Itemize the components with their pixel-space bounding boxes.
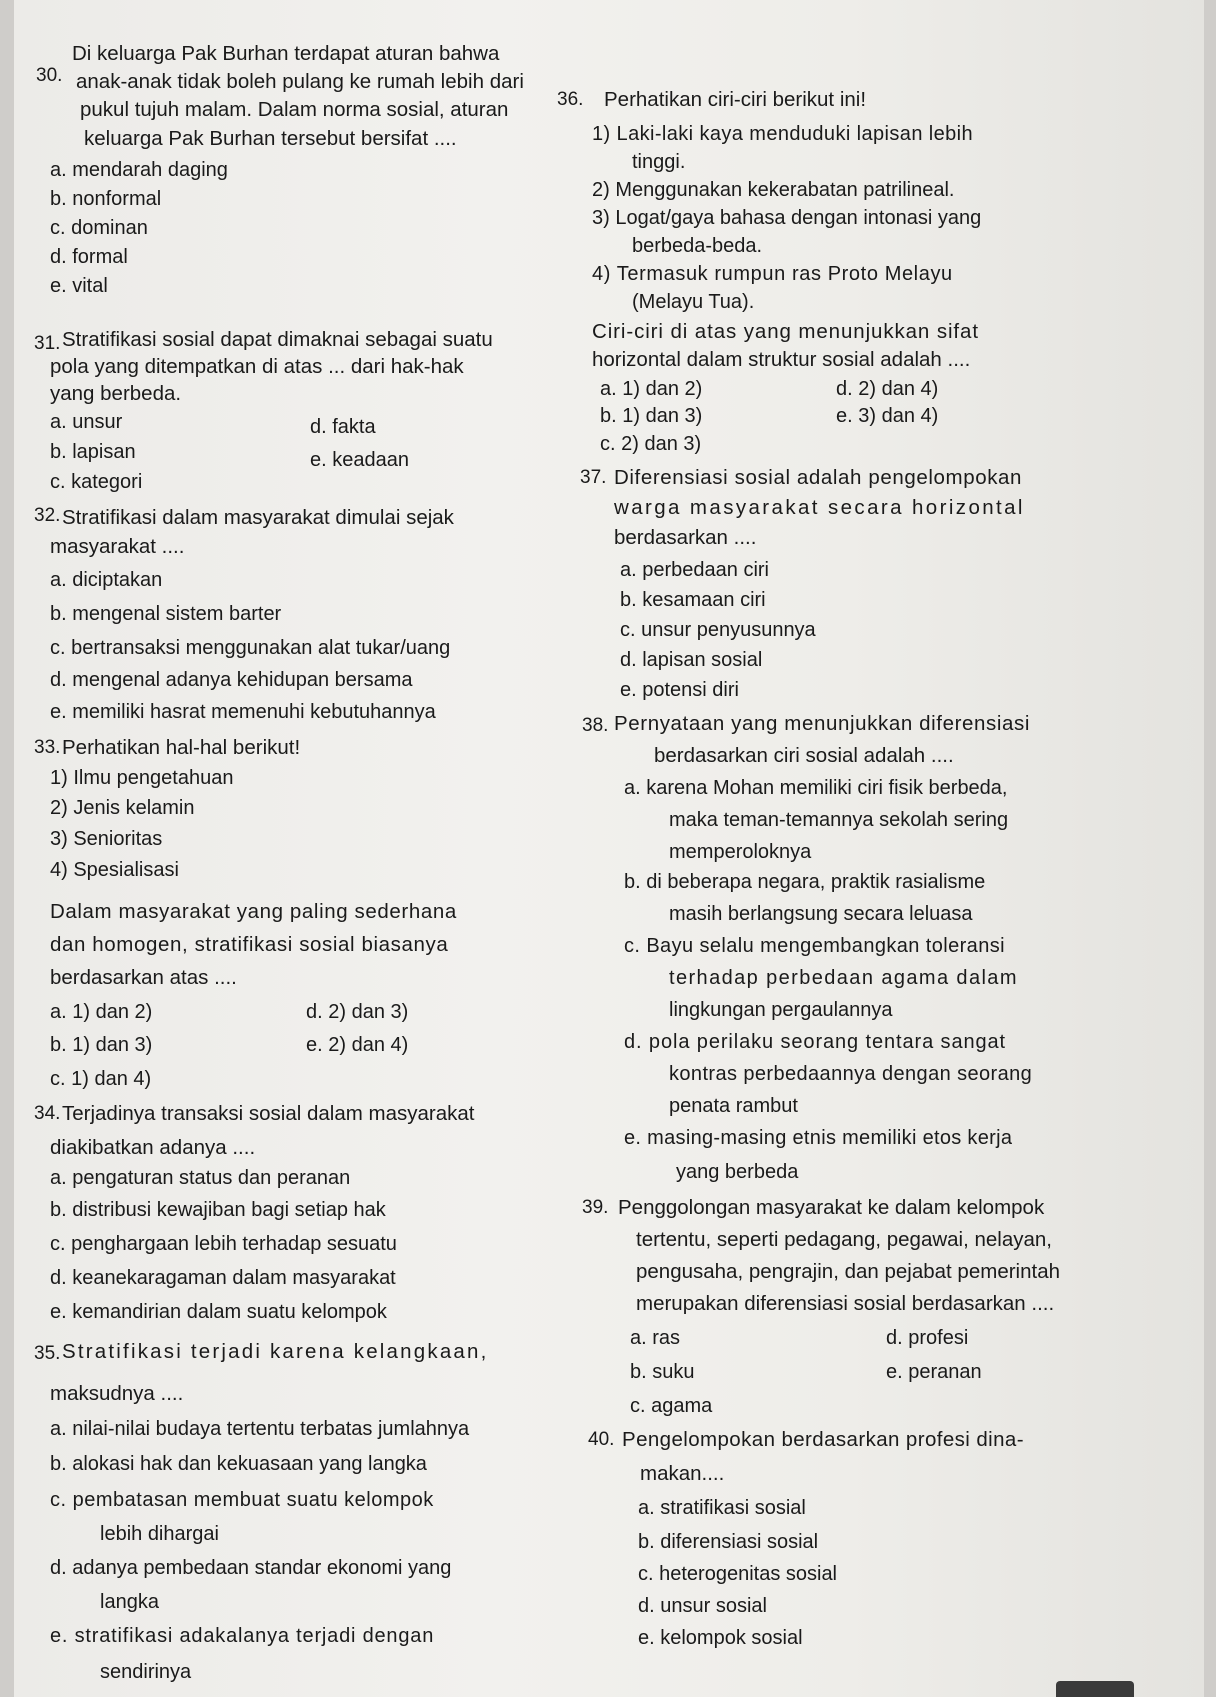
- textbook-page: [14, 0, 1204, 1697]
- q36-item-1-cont: tinggi.: [632, 151, 686, 173]
- q31-option-b[interactable]: b. lapisan: [50, 441, 136, 463]
- q32-option-b[interactable]: b. mengenal sistem barter: [50, 603, 282, 625]
- q36-intro: Perhatikan ciri-ciri berikut ini!: [604, 88, 867, 111]
- page-footer-tab: [1056, 1681, 1134, 1697]
- q38-option-d-cont-2: penata rambut: [669, 1095, 798, 1117]
- q36-number: 36.: [557, 89, 584, 110]
- q40-option-d[interactable]: d. unsur sosial: [638, 1595, 767, 1617]
- q36-option-b[interactable]: b. 1) dan 3): [600, 405, 703, 427]
- q37-line-1: Diferensiasi sosial adalah pengelompokan: [614, 466, 1023, 489]
- q35-number: 35.: [34, 1343, 61, 1364]
- q31-option-c[interactable]: c. kategori: [50, 471, 143, 493]
- q35-option-c-cont: lebih dihargai: [100, 1523, 219, 1545]
- q31-option-e[interactable]: e. keadaan: [310, 449, 409, 471]
- q39-option-c[interactable]: c. agama: [630, 1395, 713, 1417]
- q36-line-1: Ciri-ciri di atas yang menunjukkan sifat: [592, 320, 979, 343]
- q36-item-3: 3) Logat/gaya bahasa dengan intonasi yang: [592, 207, 982, 229]
- q38-option-b[interactable]: b. di beberapa negara, praktik rasialisme: [624, 871, 986, 893]
- q40-option-a[interactable]: a. stratifikasi sosial: [638, 1497, 806, 1519]
- q36-option-c[interactable]: c. 2) dan 3): [600, 433, 702, 455]
- q38-option-d-cont-1: kontras perbedaannya dengan seorang: [669, 1063, 1033, 1085]
- q33-option-d[interactable]: d. 2) dan 3): [306, 1001, 409, 1023]
- q34-line-1: Terjadinya transaksi sosial dalam masyarakat: [62, 1102, 475, 1125]
- q30-option-e[interactable]: e. vital: [50, 275, 108, 297]
- q30-option-a[interactable]: a. mendarah daging: [50, 159, 228, 181]
- q31-line-3: yang berbeda.: [50, 382, 182, 405]
- q36-option-e[interactable]: e. 3) dan 4): [836, 405, 939, 427]
- q30-line-1: Di keluarga Pak Burhan terdapat aturan bahwa: [72, 42, 500, 65]
- q34-option-b[interactable]: b. distribusi kewajiban bagi setiap hak: [50, 1199, 386, 1221]
- q39-number: 39.: [582, 1197, 609, 1218]
- q33-item-2: 2) Jenis kelamin: [50, 797, 195, 819]
- q39-line-2: tertentu, seperti pedagang, pegawai, nelayan,: [636, 1228, 1052, 1251]
- q39-option-b[interactable]: b. suku: [630, 1361, 695, 1383]
- q40-option-e[interactable]: e. kelompok sosial: [638, 1627, 803, 1649]
- q30-line-2: anak-anak tidak boleh pulang ke rumah lebih dari: [76, 70, 524, 93]
- q34-option-c[interactable]: c. penghargaan lebih terhadap sesuatu: [50, 1233, 397, 1255]
- q30-number: 30.: [36, 65, 63, 86]
- q36-item-3-cont: berbeda-beda.: [632, 235, 763, 257]
- q35-option-d[interactable]: d. adanya pembedaan standar ekonomi yang: [50, 1557, 452, 1579]
- q35-option-c[interactable]: c. pembatasan membuat suatu kelompok: [50, 1489, 434, 1511]
- q33-option-c[interactable]: c. 1) dan 4): [50, 1068, 152, 1090]
- q37-option-c[interactable]: c. unsur penyusunnya: [620, 619, 816, 641]
- q33-option-e[interactable]: e. 2) dan 4): [306, 1034, 409, 1056]
- q37-option-b[interactable]: b. kesamaan ciri: [620, 589, 766, 611]
- q38-option-a-cont-2: memperoloknya: [669, 841, 812, 863]
- q32-option-e[interactable]: e. memiliki hasrat memenuhi kebutuhannya: [50, 701, 436, 723]
- q39-line-3: pengusaha, pengrajin, dan pejabat pemerintah: [636, 1260, 1060, 1283]
- q36-option-d[interactable]: d. 2) dan 4): [836, 378, 939, 400]
- q38-number: 38.: [582, 715, 609, 736]
- q38-line-2: berdasarkan ciri sosial adalah ....: [654, 744, 954, 767]
- q34-line-2: diakibatkan adanya ....: [50, 1136, 256, 1159]
- q30-line-4: keluarga Pak Burhan tersebut bersifat ....: [84, 127, 457, 150]
- q30-option-c[interactable]: c. dominan: [50, 217, 148, 239]
- q38-option-a-cont-1: maka teman-temannya sekolah sering: [669, 809, 1009, 831]
- q40-line-1: Pengelompokan berdasarkan profesi dina-: [622, 1428, 1024, 1451]
- q31-line-2: pola yang ditempatkan di atas ... dari hak-hak: [50, 355, 464, 378]
- q36-item-4: 4) Termasuk rumpun ras Proto Melayu: [592, 263, 953, 285]
- q36-item-2: 2) Menggunakan kekerabatan patrilineal.: [592, 179, 955, 201]
- q32-line-2: masyarakat ....: [50, 535, 185, 558]
- q33-line-2: dan homogen, stratifikasi sosial biasanya: [50, 933, 449, 956]
- q39-line-1: Penggolongan masyarakat ke dalam kelompok: [618, 1196, 1045, 1219]
- q40-line-2: makan....: [640, 1462, 725, 1485]
- q32-option-d[interactable]: d. mengenal adanya kehidupan bersama: [50, 669, 413, 691]
- q38-option-e[interactable]: e. masing-masing etnis memiliki etos kerja: [624, 1127, 1013, 1149]
- q33-option-b[interactable]: b. 1) dan 3): [50, 1034, 153, 1056]
- q33-line-1: Dalam masyarakat yang paling sederhana: [50, 900, 457, 923]
- q33-intro: Perhatikan hal-hal berikut!: [62, 736, 301, 759]
- q32-option-a[interactable]: a. diciptakan: [50, 569, 163, 591]
- q38-option-b-cont: masih berlangsung secara leluasa: [669, 903, 973, 925]
- q37-line-3: berdasarkan ....: [614, 526, 757, 549]
- q36-option-a[interactable]: a. 1) dan 2): [600, 378, 703, 400]
- q35-option-a[interactable]: a. nilai-nilai budaya tertentu terbatas jumlahnya: [50, 1418, 470, 1440]
- q35-option-d-cont: langka: [100, 1591, 159, 1613]
- q36-item-1: 1) Laki-laki kaya menduduki lapisan lebih: [592, 123, 974, 145]
- q30-option-d[interactable]: d. formal: [50, 246, 128, 268]
- q37-option-d[interactable]: d. lapisan sosial: [620, 649, 763, 671]
- q31-line-1: Stratifikasi sosial dapat dimaknai sebagai suatu: [62, 328, 493, 351]
- q40-option-b[interactable]: b. diferensiasi sosial: [638, 1531, 819, 1553]
- q38-option-d[interactable]: d. pola perilaku seorang tentara sangat: [624, 1031, 1007, 1053]
- q40-number: 40.: [588, 1429, 615, 1450]
- q33-item-4: 4) Spesialisasi: [50, 859, 179, 881]
- q30-option-b[interactable]: b. nonformal: [50, 188, 162, 210]
- q31-option-a[interactable]: a. unsur: [50, 411, 123, 433]
- q32-option-c[interactable]: c. bertransaksi menggunakan alat tukar/uang: [50, 637, 451, 659]
- q39-option-e[interactable]: e. peranan: [886, 1361, 982, 1383]
- q35-line-2: maksudnya ....: [50, 1382, 184, 1405]
- q35-option-b[interactable]: b. alokasi hak dan kekuasaan yang langka: [50, 1453, 427, 1475]
- q32-number: 32.: [34, 505, 61, 526]
- q39-option-a[interactable]: a. ras: [630, 1327, 681, 1349]
- q35-option-e[interactable]: e. stratifikasi adakalanya terjadi dengan: [50, 1625, 435, 1647]
- q34-option-a[interactable]: a. pengaturan status dan peranan: [50, 1167, 351, 1189]
- q31-option-d[interactable]: d. fakta: [310, 416, 376, 438]
- q38-option-a[interactable]: a. karena Mohan memiliki ciri fisik berbeda,: [624, 777, 1008, 799]
- q38-option-c-cont-2: lingkungan pergaulannya: [669, 999, 893, 1021]
- q36-item-4-cont: (Melayu Tua).: [632, 291, 755, 313]
- q32-line-1: Stratifikasi dalam masyarakat dimulai sejak: [62, 506, 454, 529]
- q33-option-a[interactable]: a. 1) dan 2): [50, 1001, 153, 1023]
- q37-line-2: warga masyarakat secara horizontal: [614, 496, 1025, 519]
- q38-option-e-cont: yang berbeda: [676, 1161, 799, 1183]
- q35-line-1: Stratifikasi terjadi karena kelangkaan,: [62, 1340, 489, 1363]
- q39-option-d[interactable]: d. profesi: [886, 1327, 969, 1349]
- q36-line-2: horizontal dalam struktur sosial adalah ....: [592, 348, 971, 371]
- q40-option-c[interactable]: c. heterogenitas sosial: [638, 1563, 838, 1585]
- q37-option-a[interactable]: a. perbedaan ciri: [620, 559, 769, 581]
- q37-option-e[interactable]: e. potensi diri: [620, 679, 739, 701]
- q33-item-3: 3) Senioritas: [50, 828, 163, 850]
- q31-number: 31.: [34, 333, 61, 354]
- q33-item-1: 1) Ilmu pengetahuan: [50, 767, 234, 789]
- q39-line-4: merupakan diferensiasi sosial berdasarkan ....: [636, 1292, 1055, 1315]
- q34-number: 34.: [34, 1103, 61, 1124]
- q38-option-c-cont-1: terhadap perbedaan agama dalam: [669, 967, 1018, 989]
- q34-option-d[interactable]: d. keanekaragaman dalam masyarakat: [50, 1267, 396, 1289]
- q30-line-3: pukul tujuh malam. Dalam norma sosial, aturan: [80, 98, 509, 121]
- q33-line-3: berdasarkan atas ....: [50, 966, 237, 989]
- q38-line-1: Pernyataan yang menunjukkan diferensiasi: [614, 712, 1031, 735]
- q34-option-e[interactable]: e. kemandirian dalam suatu kelompok: [50, 1301, 387, 1323]
- q37-number: 37.: [580, 467, 607, 488]
- q33-number: 33.: [34, 737, 61, 758]
- q35-option-e-cont: sendirinya: [100, 1661, 192, 1683]
- q38-option-c[interactable]: c. Bayu selalu mengembangkan toleransi: [624, 935, 1005, 957]
